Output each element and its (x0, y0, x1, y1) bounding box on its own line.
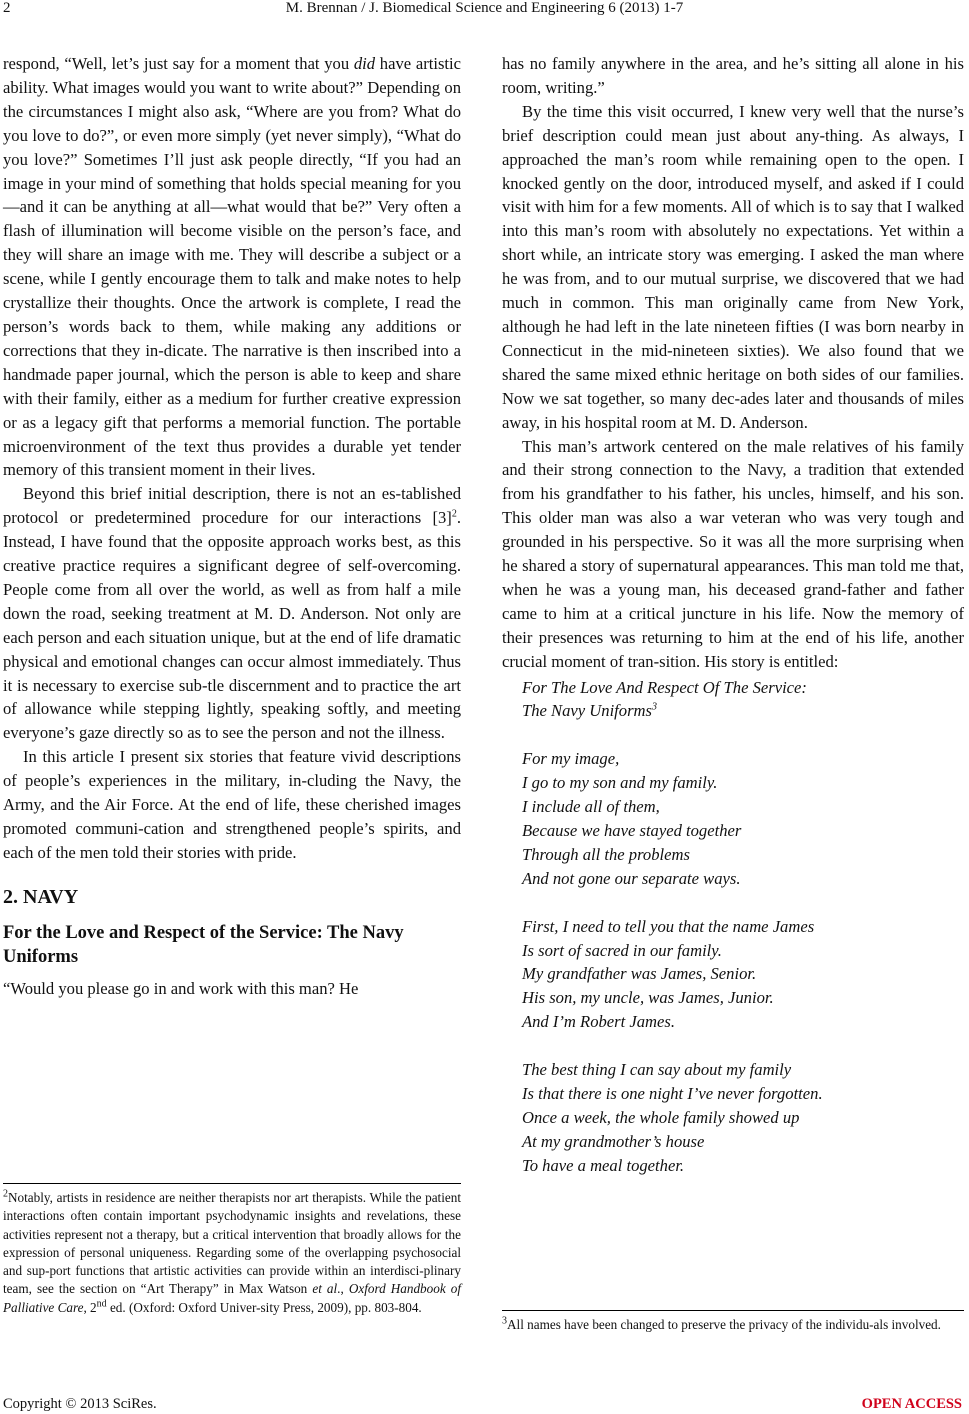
poem-line: Is that there is one night I’ve never forgotten. (522, 1083, 823, 1103)
poem-line: My grandfather was James, Senior. (522, 964, 757, 984)
poem-title: For The Love And Respect Of The Service: (522, 677, 807, 697)
poem-line: Through all the problems (522, 844, 690, 864)
right-column (502, 52, 964, 1178)
page-header (0, 0, 969, 24)
copyright: Copyright © 2013 SciRes. (3, 1396, 157, 1412)
poem (522, 676, 964, 1178)
paragraph: By the time this visit occurred, I knew very well that the nurse’s brief description could mean just about any-thing. As always, I approached the man’s room while remaining open to the open. I knocked gently on the door, introduced myself, and asked if I could visit with him for a few moments. All of which is to say that I walked into this man’s room with absolutely no expectations. Yet within a short while, an intricate story was emerging. I asked the man where he was from, and to our mutual surprise, we discovered that we had much in common. This man originally came from New York, although he had left in the late nineteen fifties (I was born nearby in Connecticut in the mid-nineteen sixties). We also found that we shared the same mixed ethnic heritage on both sides of our families. Now we sat together, so many dec-ades later and thousands of miles away, in his hospital room at M. D. Anderson. (502, 101, 964, 432)
paragraph: Beyond this brief initial description, there is not an es-tablished protocol or predetermined procedure for our interactions $[3]^2$. Instead, I have found that the opposite approach works best, as this creative practice requires a significant degree of self-overcoming. People come from all over the world, as well as from half a mile down the road, seeking treatment at M. D. Anderson. Not only are each person and each situation unique, but at the end of life dramatic physical and emotional changes can occur almost immediately. Thus it is necessary to exercise sub-tle discernment and to practice the art of allowance while stepping lightly, speaking softly, and meeting everyone’s gaze directly so as to see the person and not the illness. (3, 484, 461, 743)
poem-line: His son, my uncle, was James, Junior. (522, 988, 774, 1008)
poem-line: And not gone our separate ways. (522, 868, 741, 888)
poem-line: The best thing I can say about my family (522, 1060, 792, 1080)
paragraph: “Would you please go in and work with this man? He (3, 978, 359, 998)
footnote-ref[interactable]: 3 (651, 701, 657, 713)
paragraph: respond, “Well, let’s just say for a moment that you did have artistic ability. What images would you want to write about?” Depending on the circumstances I might also ask, “Where are you from? What do you love to do?”, or even more simply (yet never simply), “What do you love?” Sometimes I’ll just ask people directly, “If you had an image in your mind of something that holds special meaning for you—and it can be anything at all—what would that be?” Very often a flash of illumination will become visible on the person’s face, and they will share an image with me. They will describe a subject or a scene, while I gently encourage them to talk and make notes to help crystallize their thoughts. Once the artwork is complete, I read the person’s words back to them, while making any additions or corrections that they in-dicate. The narrative is then inscribed into a handmade paper journal, which the person is able to keep and share with their family, either as a medium for further creative expression or as a legacy gift that performs a memorial function. The portable microenvironment of the text thus provides a durable yet tender memory of this transient moment in their lives. (3, 54, 461, 480)
open-access-badge: OPEN ACCESS (861, 1396, 962, 1412)
poem-line: To have a meal together. (522, 1155, 685, 1175)
poem-line: Because we have stayed together (522, 820, 742, 840)
poem-line: I include all of them, (522, 797, 660, 817)
poem-line: For my image, (522, 749, 620, 769)
poem-line: At my grandmother’s house (522, 1131, 705, 1151)
subsection-heading: For the Love and Respect of the Service: The Navy Uniforms (3, 922, 404, 967)
page-number: 2 (3, 0, 11, 16)
footnote-ref[interactable]: 2 (451, 508, 457, 520)
poem-line: I go to my son and my family. (522, 773, 718, 793)
poem-line: Is sort of sacred in our family. (522, 940, 722, 960)
running-head: M. Brennan / J. Biomedical Science and Engineering 6 (2013) 1-7 (285, 0, 684, 16)
poem-line: First, I need to tell you that the name James (522, 916, 815, 936)
footnote-3: $^3$All names have been changed to preserve the privacy of the individu-als involved. (502, 1310, 964, 1334)
footnote-2: $^2$Notably, artists in residence are neither therapists nor art therapists. While the patient interactions often contain important psychodynamic insights and revelations, these activities represent not a therapy, but a critical intervention that broadly allows for the expression of personal uniqueness. Regarding some of the overlapping psychosocial and sup-port functions that artistic activities can provide within an interdisci-plinary team, see the section on “Art Therapy” in Max Watson et al., Oxford Handbook of Palliative Care, 2nd ed. (Oxford: Oxford Univer-sity Press, 2009), pp. 803-804. (3, 1183, 461, 1317)
left-column (3, 52, 461, 1001)
poem-title: The Navy Uniforms$^3$ (522, 701, 657, 721)
paragraph: has no family anywhere in the area, and he’s sitting all alone in his room, writing.” (502, 54, 964, 97)
paragraph: This man’s artwork centered on the male relatives of his family and their strong connection to the Navy, a tradition that extended from his grandfather to his father, his uncles, himself, and his son. This older man was also a war veteran who was very tough and grounded in his perspective. So it was all the more surprising when he shared a story of supernatural appearances. This man told me that, when he was a young man, his deceased grand-father and father came to him at a critical juncture in his life. Now the memory of their presences was returning to him at the end of his life, another crucial moment of tran-sition. His story is entitled: (502, 436, 964, 671)
section-heading: 2. NAVY (3, 885, 79, 908)
poem-line: And I’m Robert James. (522, 1012, 675, 1032)
paragraph: In this article I present six stories that feature vivid descriptions of people’s experiences in the military, in-cluding the Navy, the Army, and the Air Force. At the end of life, these cherished images promoted communi-cation and strengthened people’s spirits, and each of the men told their stories with pride. (3, 747, 461, 862)
poem-line: Once a week, the whole family showed up (522, 1107, 800, 1127)
